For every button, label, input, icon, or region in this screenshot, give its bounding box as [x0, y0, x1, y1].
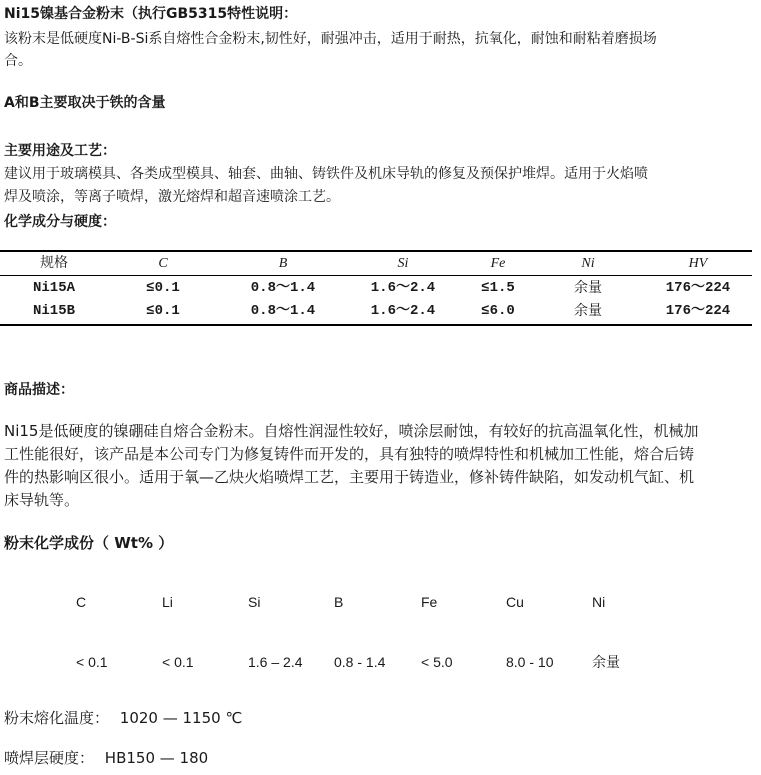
comp-element: B: [334, 594, 344, 610]
melting-value: 1020 — 1150 ℃: [119, 709, 243, 727]
chem-heading: 化学成分与硬度：: [4, 214, 116, 230]
cell-hv: 176～224: [665, 303, 731, 319]
comp-element: Ni: [592, 594, 606, 610]
spec-table-header: [0, 252, 752, 275]
cell-ni: 余量: [574, 303, 602, 319]
hardness-row: [4, 747, 208, 769]
cell-ni: 余量: [574, 280, 602, 296]
cell-spec: Ni15A: [32, 280, 75, 296]
melting-label: 粉末熔化温度：: [4, 709, 110, 727]
header-spec: 规格: [40, 255, 68, 271]
cell-spec: Ni15B: [32, 303, 75, 319]
header-si: Si: [397, 256, 409, 271]
header-ni: Ni: [581, 256, 595, 271]
ab-note: A和B主要取决于铁的含量: [4, 95, 166, 111]
product-line-2: 工性能很好，该产品是本公司专门为修复铸件而开发的，具有独特的喷焊特性和机械加工性能，熔合后铸: [4, 445, 695, 463]
header-c: C: [158, 256, 168, 271]
comp-value: < 5.0: [421, 654, 453, 670]
comp-value: 余量: [592, 654, 620, 670]
hardness-label: 喷焊层硬度：: [4, 749, 95, 767]
usage-line-1: 建议用于玻璃模具、各类成型模具、轴套、曲轴、铸铁件及机床导轨的修复及预保护堆焊。适用于火焰喷: [4, 166, 648, 182]
cell-b: 0.8～1.4: [250, 280, 316, 296]
comp-value: 1.6 – 2.4: [248, 654, 303, 670]
product-line-3: 件的热影响区很小。适用于氧—乙炔火焰喷焊工艺，主要用于铸造业，修补铸件缺陷，如发动机气缸、机: [4, 468, 695, 486]
header-b: B: [278, 256, 288, 271]
table-row: [0, 300, 752, 323]
comp-element: Li: [162, 594, 173, 610]
cell-c: ≤0.1: [146, 303, 180, 319]
table-rule-bottom: [0, 324, 752, 326]
usage-heading: 主要用途及工艺：: [4, 143, 116, 159]
comp-value: < 0.1: [76, 654, 108, 670]
intro-text-line-1: 该粉末是低硬度Ni-B-Si系自熔性合金粉末,韧性好，耐强冲击，适用于耐热，抗氧化，耐蚀和耐粘着磨损场: [4, 31, 657, 47]
product-line-4: 床导轨等。: [4, 491, 80, 509]
table-row: [0, 277, 752, 300]
cell-fe: ≤1.5: [481, 280, 515, 296]
comp-value: 8.0 - 10: [506, 654, 554, 670]
hardness-value: HB150 — 180: [104, 749, 209, 767]
comp-element: Fe: [421, 594, 438, 610]
product-line-1: Ni15是低硬度的镍硼硅自熔合金粉末。自熔性润湿性较好，喷涂层耐蚀，有较好的抗高温氧化性，机械加: [4, 422, 699, 440]
cell-hv: 176～224: [665, 280, 731, 296]
cell-si: 1.6～2.4: [370, 303, 436, 319]
intro-title: Ni15镍基合金粉末（执行GB5315特性说明：: [4, 6, 298, 22]
melting-row: [4, 707, 242, 729]
comp-value: < 0.1: [162, 654, 194, 670]
cell-fe: ≤6.0: [481, 303, 515, 319]
cell-b: 0.8～1.4: [250, 303, 316, 319]
usage-line-2: 焊及喷涂，等离子喷焊，激光熔焊和超音速喷涂工艺。: [4, 189, 340, 205]
product-heading: 商品描述：: [4, 382, 74, 398]
table-rule-mid: [0, 275, 752, 276]
comp-value: 0.8 - 1.4: [334, 654, 386, 670]
cell-si: 1.6～2.4: [370, 280, 436, 296]
header-hv: HV: [688, 256, 708, 271]
intro-text-line-2: 合。: [4, 53, 32, 69]
comp-element: Si: [248, 594, 261, 610]
header-fe: Fe: [490, 256, 506, 271]
comp-element: C: [76, 594, 87, 610]
cell-c: ≤0.1: [146, 280, 180, 296]
comp-element: Cu: [506, 594, 524, 610]
powder-comp-heading: 粉末化学成份（ Wt% ）: [4, 534, 174, 552]
